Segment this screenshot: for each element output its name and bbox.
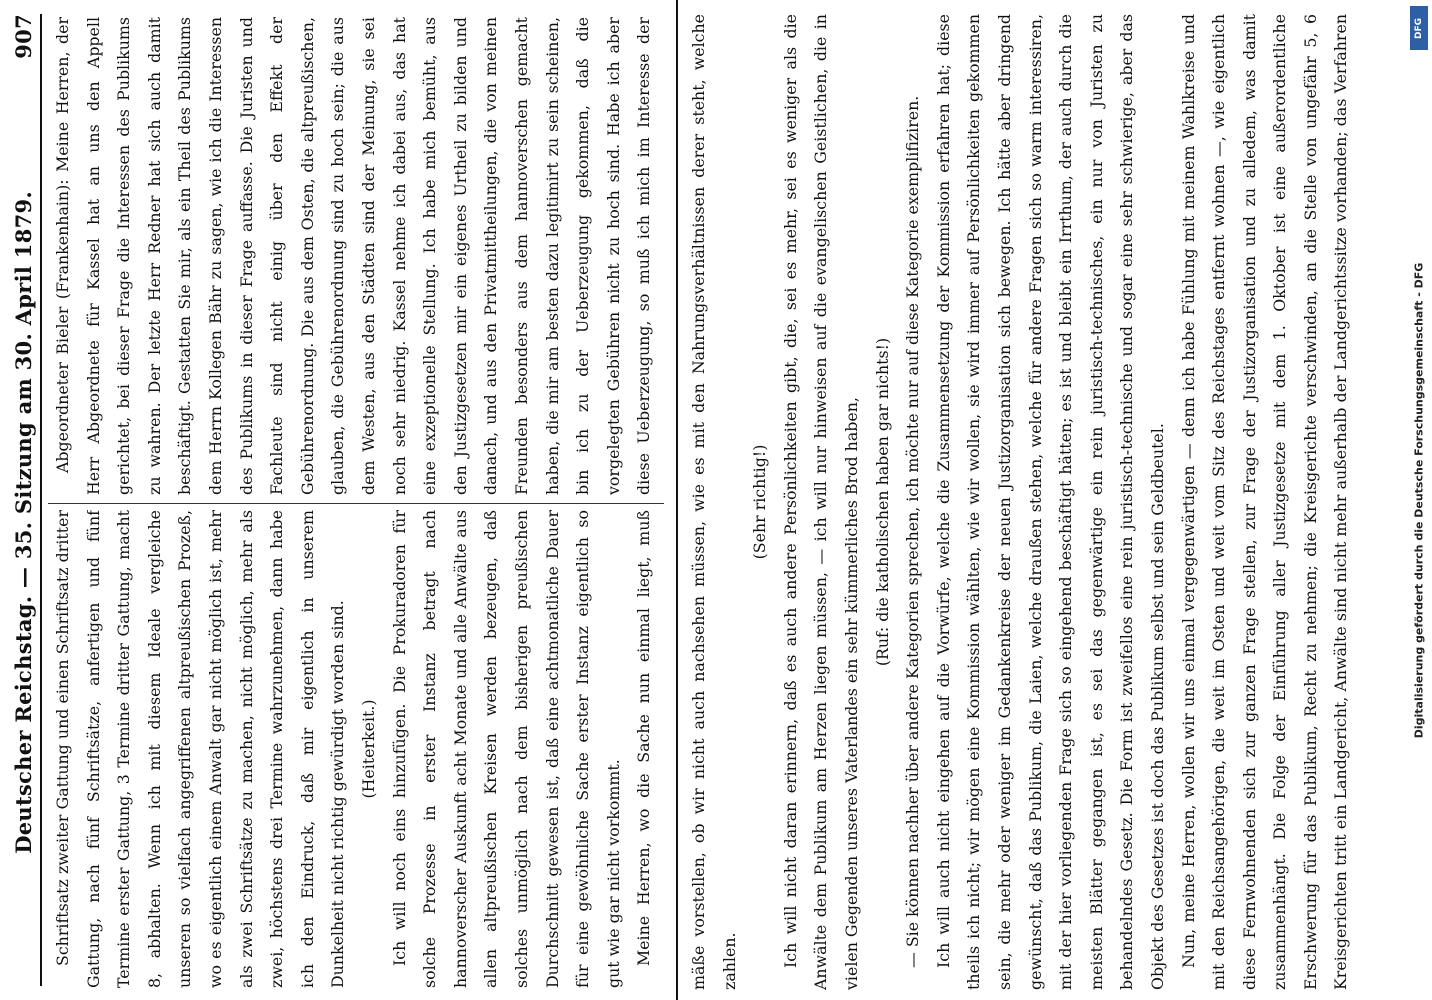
column-rule	[48, 503, 664, 504]
paragraph: — Sie können nachher über andere Kategorien sprechen, ich möchte nur auf diese Kategorie exemplifiziren.	[903, 95, 923, 968]
dfg-watermark	[1406, 0, 1432, 1000]
dfg-logo: DFG	[1410, 6, 1428, 50]
paragraph: Ich will noch eins hinzufügen. Die Prokuradoren für solche Prozesse in erster Instanz betragt nach hannoverscher Auskunft acht Monate und alle Anwälte aus allen altpreußischen Kreisen werden bezeugen, daß solches unmöglich nach dem bisherigen preußischen Durchschnitt gewesen ist, daß eine achtmonatliche Dauer für eine gewöhnliche Sache erster Instanz eigentlich so gut wie gar nicht vorkommt.	[389, 510, 623, 988]
watermark-text: Digitalisierung gefördert durch die Deutsche Forschungsgemeinschaft - DFG	[1412, 262, 1426, 738]
text-column-b	[48, 510, 664, 988]
running-header	[6, 14, 42, 986]
paragraph: Schriftsatz zweiter Gattung und einen Schriftsatz dritter Gattung, nach fünf Schriftsätze, anfertigen und fünf Termine erster Gattung, 3 Termine dritter Gattung, macht 8, abhalten. Wenn ich mit diesem Ideale vergleiche unseren so vielfach angegriffenen altpreußischen Prozeß, wo es eigentlich einem Anwalt gar nicht möglich ist, mehr als zwei Schriftsätze zu machen, nicht möglich, mehr als zwei, höchstens drei Termine wahrzunehmen, dann habe ich den Eindruck, daß mir eigentlich in unserem Dunkelheit nicht richtig gewürdigt worden sind.	[53, 510, 348, 988]
paragraph: Ich will nicht daran erinnern, daß es auch andere Persönlichkeiten gibt, die, sei es mehr, sei es weniger als die Anwälte dem Publikum am Herzen liegen müssen, — ich will nur hinweisen auf die evangelischen Geistlichen, die in vielen Gegenden unseres Vaterlandes ein sehr kümmerliches Brod haben,	[780, 14, 861, 990]
interjection: (Heiterkeit.)	[358, 699, 378, 799]
paragraph: Meine Herren, wo die Sache nun einmal liegt, muß	[634, 510, 654, 966]
header-title: Deutscher Reichstag. — 35. Sitzung am 30. April 1879.	[10, 190, 36, 854]
page-divider-rule	[676, 0, 678, 1000]
text-column-a	[684, 14, 1352, 990]
interjection: (Ruf: die katholischen haben gar nichts!)	[872, 337, 892, 667]
paragraph: Ich will auch nicht eingehen auf die Vorwürfe, welche die Zusammensetzung der Kommission erfahren hat; diese theils ich nicht; wir mögen eine Kommission wählten, wie wir wollen, sie wird immer auf Persönlichkeiten gekommen sein, die mehr oder weniger im Gedankenkreise der neuen Justizorganisation sich bewegen. Ich hätte aber dringend gewünscht, daß das Publikum, die Laien, welche draußen stehen, welche für andere Fragen sich so warm interessiren, mit der hier vorliegenden Frage sich so eingehend beschäftigt hätten; es ist und bleibt ein Irrthum, der auch durch die meisten Blätter gegangen ist, es sei das gegenwärtige ein rein juristisch-technisches, ein nur von Juristen zu behandelndes Gesetz. Die Form ist zweifellos eine rein juristisch-technische und sogar eine sehr schwierige, aber das Objekt des Gesetzes ist doch das Publikum selbst und sein Geldbeutel.	[933, 14, 1167, 990]
paragraph: Abgeordneter Bieler (Frankenhain): Meine Herren, der Herr Abgeordnete für Kassel hat an uns den Appell gerichtet, bei dieser Frage die Interessen des Publikums zu wahren. Der letzte Herr Redner hat sich auch damit beschäftigt. Gestatten Sie mir, als ein Theil des Publikums dem Herrn Kollegen Bähr zu sagen, wie ich die Interessen des Publikums in dieser Frage auffasse. Die Juristen und Fachleute sind nicht einig über den Effekt der Gebührenordnung. Die aus dem Osten, die altpreußischen, glauben, die Gebührenordnung sind zu hoch sein; die aus dem Westen, aus den Städten sind der Meinung, sie sei noch sehr niedrig. Kassel nehme ich dabei aus, das hat eine exzeptionelle Stellung. Ich habe mich bemüht, aus den Justizgesetzen mir ein eigenes Urtheil zu bilden und danach, und aus den Privatmittheilungen, die von meinen Freunden besonders aus dem hannoverschen gemacht haben, die mir am besten dazu legitimirt zu sein scheinen, bin ich zu der Ueberzeugung gekommen, daß die vorgelegten Gebühren nicht zu hoch sind. Habe ich aber diese Ueberzeugung, so muß ich mich im Interesse der	[53, 17, 654, 495]
page-number: 907	[10, 14, 36, 59]
paragraph: mäße vorstellen, ob wir nicht auch nachsehen müssen, wie es mit den Nahrungsverhältnissen derer steht, welche zahlen.	[689, 14, 739, 990]
interjection: (Sehr richtig!)	[750, 444, 770, 560]
paragraph: Nun, meine Herren, wollen wir uns einmal vergegenwärtigen — denn ich habe Fühlung mit meinem Wahlkreise und mit den Reichsangehörigen, die weit im Osten und weit vom Sitz des Reichstages entfernt wohnen —, wie eigentlich diese Fernwohnenden sich zur ganzen Frage stellen, zur Frage der Justizorganisation und zu alledem, was damit zusammenhängt. Die Folge der Einführung aller Justizgesetze mit dem 1. Oktober ist eine außerordentliche Erschwerung für das Publikum, Recht zu nehmen; die Kreisgerichte verschwinden, an die Stelle von ungefähr 5, 6 Kreisgerichten tritt ein Landgericht, Anwälte sind nicht mehr außerhalb der Landgerichtssitze vorhanden; das Verfahren	[1178, 14, 1351, 990]
text-column-c	[48, 17, 664, 495]
